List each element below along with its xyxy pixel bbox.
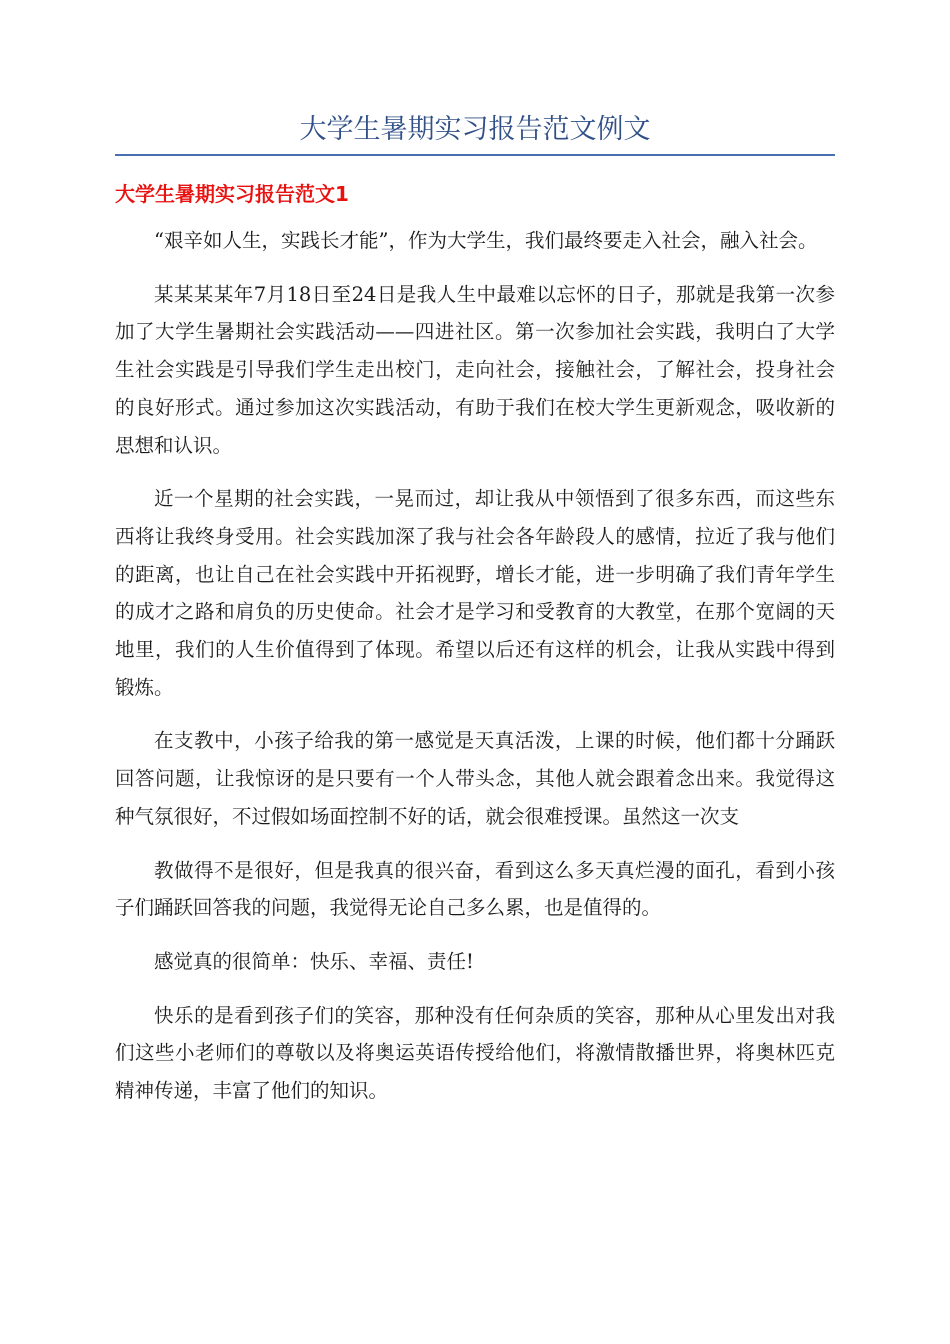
paragraph: “艰辛如人生，实践长才能”，作为大学生，我们最终要走入社会，融入社会。	[154, 229, 818, 252]
section-heading: 大学生暑期实习报告范文1	[115, 182, 349, 206]
paragraph: 快乐的是看到孩子们的笑容，那种没有任何杂质的笑容，那种从心里发出对我们这些小老师们的尊敬以及将奥运英语传授给他们，将激情散播世界，将奥林匹克精神传递，丰富了他们的知识。	[115, 1003, 835, 1103]
paragraph: 某某某某年7月18日至24日是我人生中最难以忘怀的日子，那就是我第一次参加了大学生暑期社会实践活动——四进社区。第一次参加社会实践，我明白了大学生社会实践是引导我们学生走出校门，走向社会，接触社会，了解社会，投身社会的良好形式。通过参加这次实践活动，有助于我们在校大学生更新观念，吸收新的思想和认识。	[115, 282, 835, 457]
title-divider	[115, 154, 835, 156]
paragraph: 感觉真的很简单：快乐、幸福、责任!	[154, 949, 474, 973]
document-title: 大学生暑期实习报告范文例文	[299, 114, 651, 145]
paragraph: 在支教中，小孩子给我的第一感觉是天真活泼，上课的时候，他们都十分踊跃回答问题，让我惊讶的是只要有一个人带头念，其他人就会跟着念出来。我觉得这种气氛很好，不过假如场面控制不好的话，就会很难授课。虽然这一次支	[115, 729, 835, 828]
document-body	[115, 222, 835, 1126]
paragraph: 教做得不是很好，但是我真的很兴奋，看到这么多天真烂漫的面孔，看到小孩子们踊跃回答我的问题，我觉得无论自己多么累，也是值得的。	[115, 858, 835, 920]
paragraph: 近一个星期的社会实践，一晃而过，却让我从中领悟到了很多东西，而这些东西将让我终身受用。社会实践加深了我与社会各年龄段人的感情，拉近了我与他们的距离，也让自己在社会实践中开拓视野，增长才能，进一步明确了我们青年学生的成才之路和肩负的历史使命。社会才是学习和受教育的大教堂，在那个宽阔的天地里，我们的人生价值得到了体现。希望以后还有这样的机会，让我从实践中得到锻炼。	[115, 487, 835, 699]
